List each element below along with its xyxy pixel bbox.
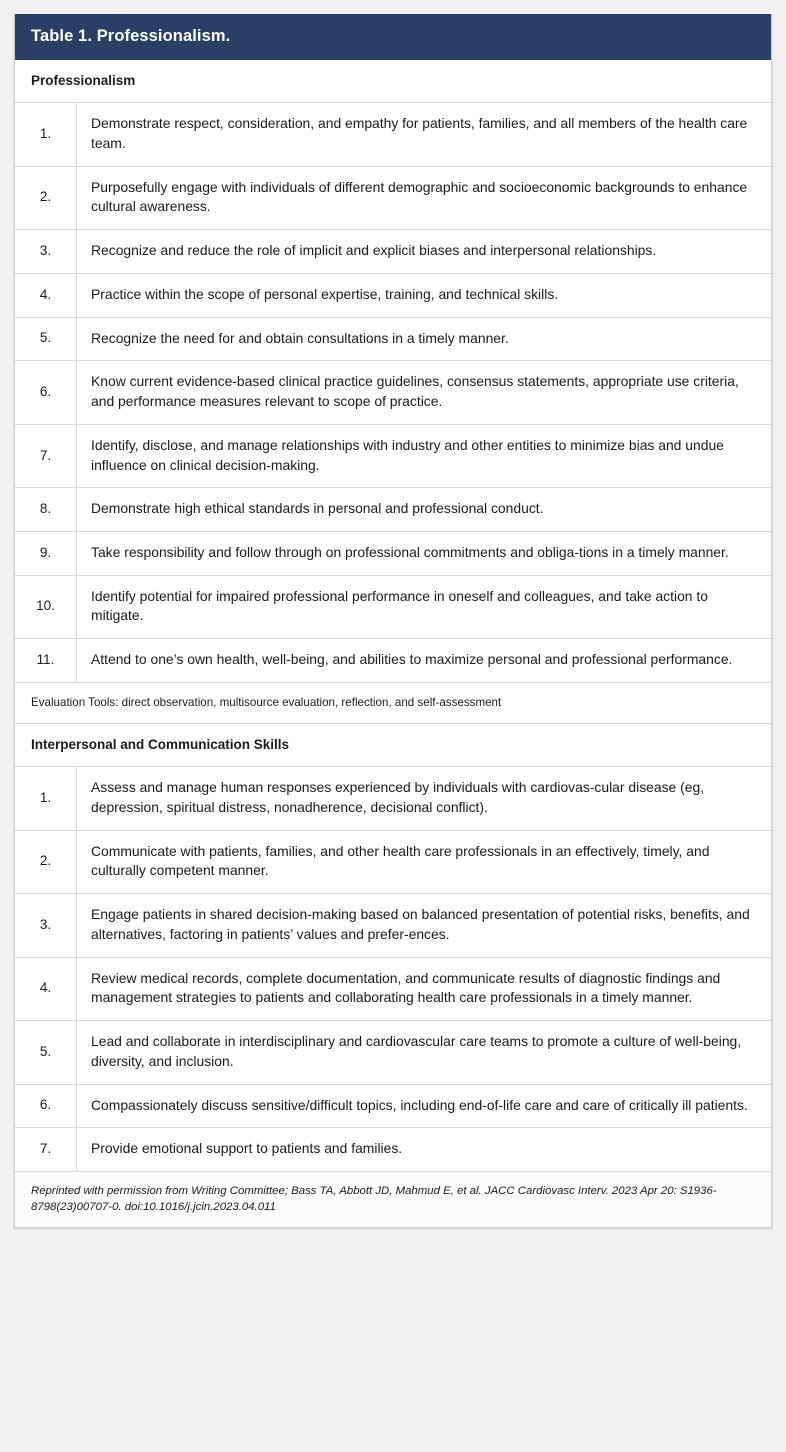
row-number: 8. bbox=[15, 488, 77, 531]
row-number: 3. bbox=[15, 894, 77, 956]
table-row bbox=[15, 1128, 771, 1172]
row-number: 11. bbox=[15, 639, 77, 682]
table-title: Table 1. Professionalism. bbox=[15, 14, 771, 60]
row-number: 1. bbox=[15, 103, 77, 165]
row-text: Know current evidence-based clinical practice guidelines, consensus statements, appropriate use criteria, and performance measures relevant to scope of practice. bbox=[91, 373, 739, 410]
row-number: 6. bbox=[15, 1085, 77, 1128]
table-row bbox=[15, 1021, 771, 1084]
row-number: 4. bbox=[15, 274, 77, 317]
row-text: Identify potential for impaired professional performance in oneself and colleagues, and take action to mitigate. bbox=[91, 587, 708, 624]
table-card bbox=[14, 14, 772, 1228]
table-row bbox=[15, 425, 771, 488]
row-text: Demonstrate respect, consideration, and empathy for patients, families, and all members of the health care team. bbox=[91, 115, 748, 151]
row-number: 5. bbox=[15, 318, 77, 361]
row-number: 2. bbox=[15, 831, 77, 893]
table-row bbox=[15, 958, 771, 1021]
table-footnote: Reprinted with permission from Writing Committee; Bass TA, Abbott JD, Mahmud E, et al. JACC Cardiovasc Interv. 2023 Apr 20: S1936-8798(23)00707-0. doi:10.1016/j.jcin.2023.04.011 bbox=[15, 1172, 771, 1227]
table-row bbox=[15, 639, 771, 683]
table-row bbox=[15, 576, 771, 639]
row-text: Communicate with patients, families, and other health care professionals in an effectively, timely, and culturally competent manner. bbox=[91, 842, 710, 879]
table-row bbox=[15, 167, 771, 230]
row-number: 9. bbox=[15, 532, 77, 575]
row-number: 7. bbox=[15, 1128, 77, 1171]
row-text: Assess and manage human responses experienced by individuals with cardiovas-cular disease (eg, depression, spiritual distress, nonadherence, decisional conflict). bbox=[91, 779, 705, 815]
row-text: Identify, disclose, and manage relationships with industry and other entities to minimize bias and undue influence on clinical decision-making. bbox=[91, 436, 724, 473]
row-text: Recognize the need for and obtain consultations in a timely manner. bbox=[91, 329, 509, 346]
evaluation-tools-row: Evaluation Tools: direct observation, multisource evaluation, reflection, and self-assessment bbox=[15, 683, 771, 724]
table-row bbox=[15, 230, 771, 274]
row-text: Attend to one’s own health, well-being, and abilities to maximize personal and professional performance. bbox=[91, 651, 733, 668]
row-number: 3. bbox=[15, 230, 77, 273]
table-row bbox=[15, 532, 771, 576]
row-text: Review medical records, complete documentation, and communicate results of diagnostic findings and management strategies to patients and collaborating health care professionals in a timely manner. bbox=[91, 969, 721, 1006]
row-number: 5. bbox=[15, 1021, 77, 1083]
row-text: Compassionately discuss sensitive/difficult topics, including end-of-life care and care of critically ill patients. bbox=[91, 1096, 748, 1113]
table-row bbox=[15, 831, 771, 894]
row-number: 1. bbox=[15, 767, 77, 829]
row-number: 4. bbox=[15, 958, 77, 1020]
table-body bbox=[15, 60, 771, 1172]
row-text: Purposefully engage with individuals of different demographic and socioeconomic backgrounds to enhance cultural awareness. bbox=[91, 178, 748, 215]
row-text: Engage patients in shared decision-making based on balanced presentation of potential risks, benefits, and alternatives, factoring in patients’ values and prefer-ences. bbox=[91, 906, 750, 942]
row-text: Practice within the scope of personal expertise, training, and technical skills. bbox=[91, 285, 559, 302]
row-text: Take responsibility and follow through on professional commitments and obliga-tions in a timely manner. bbox=[91, 543, 729, 560]
table-row bbox=[15, 318, 771, 362]
row-number: 10. bbox=[15, 576, 77, 638]
table-row bbox=[15, 274, 771, 318]
row-number: 6. bbox=[15, 361, 77, 423]
row-text: Provide emotional support to patients and families. bbox=[91, 1140, 403, 1157]
row-text: Recognize and reduce the role of implicit and explicit biases and interpersonal relationships. bbox=[91, 242, 657, 259]
section-heading: Interpersonal and Communication Skills bbox=[15, 724, 771, 767]
section-heading: Professionalism bbox=[15, 60, 771, 103]
table-row bbox=[15, 894, 771, 957]
table-row bbox=[15, 103, 771, 166]
row-number: 7. bbox=[15, 425, 77, 487]
table-row bbox=[15, 767, 771, 830]
row-text: Lead and collaborate in interdisciplinary and cardiovascular care teams to promote a culture of well-being, diversity, and inclusion. bbox=[91, 1033, 742, 1069]
table-row bbox=[15, 488, 771, 532]
table-row bbox=[15, 361, 771, 424]
table-row bbox=[15, 1085, 771, 1129]
row-number: 2. bbox=[15, 167, 77, 229]
row-text: Demonstrate high ethical standards in personal and professional conduct. bbox=[91, 500, 544, 517]
